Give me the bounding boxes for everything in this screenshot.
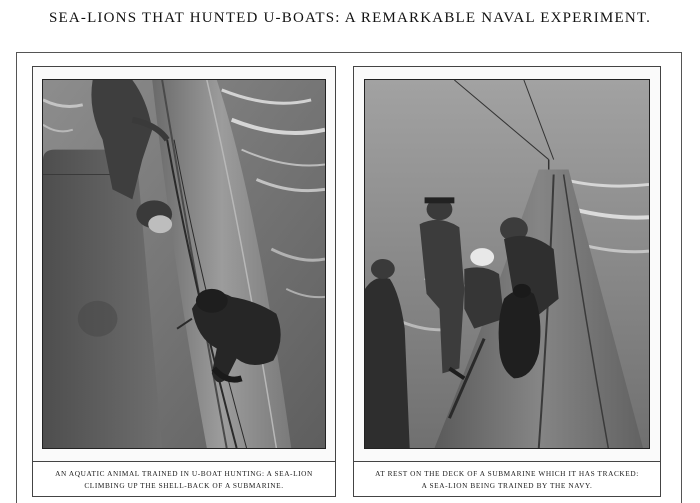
page-headline: SEA-LIONS THAT HUNTED U-BOATS: A REMARKABLE NAVAL EXPERIMENT. [48,10,652,26]
right-illustration-panel [353,66,661,464]
right-illustration [364,79,650,449]
left-illustration [42,79,326,449]
left-illustration-panel [32,66,336,464]
sea-lion-on-deck-illustration [365,80,649,448]
right-caption-line-1: AT REST ON THE DECK OF A SUBMARINE WHICH IT HAS TRACKED: [375,469,639,478]
right-caption [353,461,661,497]
sea-lion-climbing-illustration [43,80,325,448]
left-caption-line-1: AN AQUATIC ANIMAL TRAINED IN U-BOAT HUNTING: A SEA-LION [55,469,313,478]
left-caption [32,461,336,497]
left-caption-line-2: CLIMBING UP THE SHELL-BACK OF A SUBMARINE. [84,481,284,490]
right-caption-line-2: A SEA-LION BEING TRAINED BY THE NAVY. [421,481,593,490]
